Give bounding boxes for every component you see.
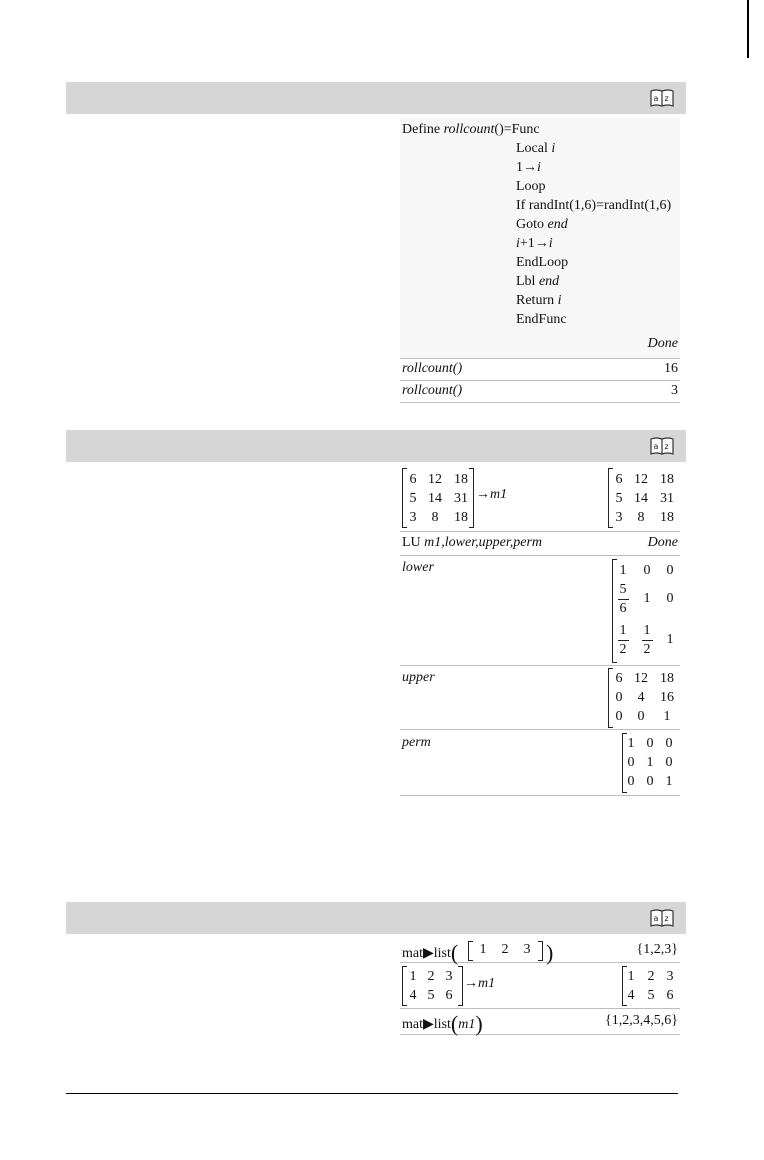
- vector-cell: 1: [479, 942, 487, 957]
- matrix-cell: 5: [615, 491, 623, 506]
- catalog-book-icon: [650, 88, 674, 108]
- call-entry: [400, 380, 680, 403]
- matrix-cell: 0: [627, 774, 635, 789]
- matrix-cell: 3: [666, 969, 674, 984]
- code-var: end: [538, 274, 560, 289]
- svg-text:a: a: [653, 914, 659, 923]
- matrix-cell: 0: [665, 736, 673, 751]
- fraction-denominator: 2: [619, 642, 627, 657]
- perm-label: perm: [402, 735, 431, 750]
- lu-command-entry: [400, 531, 680, 556]
- matrix-cell: 1: [643, 591, 651, 606]
- done-result: Done: [647, 535, 678, 550]
- matrix-cell: 1: [619, 563, 627, 578]
- matrix-cell: 0: [646, 774, 654, 789]
- matrix-cell: 0: [615, 709, 623, 724]
- section-header-bar: [66, 82, 686, 114]
- code-line: EndFunc: [516, 312, 567, 327]
- code-line: Goto: [516, 217, 544, 232]
- lu-example: [400, 465, 680, 795]
- matrix-cell: 1: [409, 969, 417, 984]
- catalog-book-icon: [650, 436, 674, 456]
- matrix-cell: 31: [660, 491, 674, 506]
- rollcount-example: [400, 118, 680, 404]
- call-expression: rollcount(): [402, 383, 463, 398]
- matrix-cell: 6: [615, 472, 623, 487]
- svg-text:z: z: [664, 94, 669, 103]
- svg-text:a: a: [653, 94, 659, 103]
- variable-name: m1: [478, 976, 496, 991]
- matrix-cell: 6: [445, 988, 453, 1003]
- matrix-cell: 4: [409, 988, 417, 1003]
- variable-name: m1: [458, 1017, 476, 1032]
- variable-name: m1: [490, 487, 508, 502]
- matrix-cell: 1: [665, 774, 673, 789]
- code-line: EndLoop: [516, 255, 569, 270]
- matlist-result: {1,2,3,4,5,6}: [605, 1013, 678, 1028]
- code-line: Return: [516, 293, 555, 308]
- matrix-cell: 3: [409, 510, 417, 525]
- matrix-store-entry: [400, 962, 680, 1009]
- fraction-numerator: 1: [643, 623, 651, 638]
- svg-text:z: z: [664, 442, 669, 451]
- matrix-cell: 14: [634, 491, 648, 506]
- fraction-numerator: 5: [619, 582, 627, 597]
- matrix-cell: 1: [663, 709, 671, 724]
- matrix-cell: 0: [637, 709, 645, 724]
- upper-entry: [400, 665, 680, 730]
- matrix-cell: 3: [615, 510, 623, 525]
- code-line: Loop: [516, 179, 546, 194]
- call-expression: rollcount(): [402, 361, 463, 376]
- matlist-vector-entry: mat▶list( 1 2 3 ) {1,2,3}: [402, 940, 678, 965]
- call-result: 3: [671, 383, 678, 398]
- matrix-cell: 8: [431, 510, 439, 525]
- function-name: rollcount: [443, 122, 495, 137]
- matrix-cell: 0: [666, 563, 674, 578]
- code-line: Local: [516, 141, 548, 156]
- fraction-denominator: 6: [619, 601, 627, 616]
- store-arrow: →: [464, 976, 478, 991]
- code-line: If randInt(1,6)=randInt(1,6): [516, 198, 672, 213]
- matrix-cell: 2: [427, 969, 435, 984]
- matrix-cell: 18: [660, 510, 674, 525]
- matlist-matrix-entry: mat▶list(m1) {1,2,3,4,5,6}: [400, 1008, 680, 1035]
- svg-text:a: a: [653, 442, 659, 451]
- matrix-cell: 14: [428, 491, 442, 506]
- matrix-cell: 6: [666, 988, 674, 1003]
- fraction-denominator: 2: [643, 642, 651, 657]
- matrix-cell: 4: [637, 690, 645, 705]
- matrix-cell: 3: [445, 969, 453, 984]
- paren: (): [494, 122, 504, 137]
- matrix-cell: 5: [647, 988, 655, 1003]
- perm-entry: [400, 729, 680, 796]
- matrix-cell: 0: [643, 563, 651, 578]
- lu-command: LU: [402, 535, 421, 550]
- define-keyword: Define: [402, 122, 441, 137]
- matrix-cell: 8: [637, 510, 645, 525]
- call-result: 16: [664, 361, 678, 376]
- lower-entry: [400, 555, 680, 666]
- matrix-cell: 6: [615, 671, 623, 686]
- catalog-book-icon: [650, 908, 674, 928]
- matrix-cell: 5: [409, 491, 417, 506]
- matrix-cell: 12: [634, 472, 648, 487]
- margin-rule: [747, 0, 749, 58]
- code-var: i: [551, 141, 556, 156]
- matrix-cell: 12: [634, 671, 648, 686]
- matrix-cell: 18: [454, 510, 468, 525]
- svg-text:z: z: [664, 914, 669, 923]
- store-arrow: →: [476, 487, 490, 502]
- matrix-cell: 0: [646, 736, 654, 751]
- define-entry: [400, 118, 680, 359]
- matrix-cell: 1: [627, 969, 635, 984]
- matrix-cell: 1: [666, 632, 674, 647]
- lower-label: lower: [402, 560, 434, 575]
- vector-cell: 3: [523, 942, 531, 957]
- matlist-example: [400, 938, 680, 1038]
- code-var: i: [537, 160, 541, 175]
- matrix-cell: 18: [454, 472, 468, 487]
- code-var: i: [516, 236, 520, 251]
- matlist-command: mat▶list: [402, 946, 451, 961]
- matrix-cell: 12: [428, 472, 442, 487]
- section-header-bar: [66, 902, 686, 934]
- matrix-cell: 0: [665, 755, 673, 770]
- matlist-result: {1,2,3}: [636, 942, 678, 957]
- matrix-cell: 0: [615, 690, 623, 705]
- code-var: i: [548, 236, 553, 251]
- upper-label: upper: [402, 670, 435, 685]
- fraction-numerator: 1: [619, 623, 627, 638]
- matrix-cell: 0: [666, 591, 674, 606]
- code-var: i: [557, 293, 562, 308]
- vector-cell: 2: [501, 942, 509, 957]
- matrix-cell: 31: [454, 491, 468, 506]
- matrix-cell: 6: [409, 472, 417, 487]
- code-var: end: [547, 217, 568, 232]
- matrix-store-entry: [400, 465, 680, 532]
- code-line: +1→: [519, 236, 549, 251]
- matrix-cell: 1: [627, 736, 635, 751]
- matrix-cell: 16: [660, 690, 674, 705]
- matrix-cell: 1: [646, 755, 654, 770]
- func-keyword: =Func: [503, 122, 540, 137]
- matrix-cell: 4: [627, 988, 635, 1003]
- matrix-cell: 18: [660, 671, 674, 686]
- footer-rule: [66, 1093, 678, 1094]
- matrix-cell: 18: [660, 472, 674, 487]
- lu-arguments: m1,lower,upper,perm: [424, 535, 543, 550]
- code-line: 1→: [516, 160, 537, 175]
- matrix-cell: 0: [627, 755, 635, 770]
- code-line: Lbl: [516, 274, 536, 289]
- done-result: Done: [647, 336, 678, 351]
- matrix-cell: 2: [647, 969, 655, 984]
- matlist-command: mat▶list: [402, 1017, 451, 1032]
- section-header-bar: [66, 430, 686, 462]
- matrix-cell: 5: [427, 988, 435, 1003]
- call-entry: [400, 358, 680, 381]
